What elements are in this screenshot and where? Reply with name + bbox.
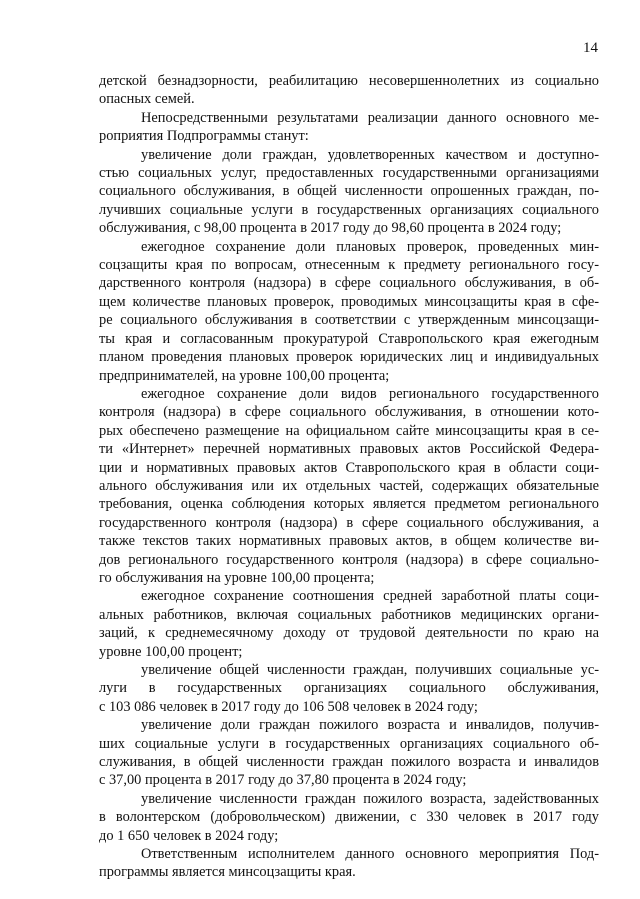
text-line: роприятия Подпрограммы станут: bbox=[99, 128, 309, 145]
text-line: программы является минсоцзащиты края. bbox=[99, 864, 356, 881]
text-line: служивания, в общей численности граждан пожилого возраста и инвалидов bbox=[99, 754, 599, 771]
text-line: увеличение доли граждан, удовлетворенных качеством и доступно- bbox=[141, 146, 599, 163]
text-line: заций, к среднемесячному доходу от трудовой деятельности по краю на bbox=[99, 625, 599, 642]
text-line: детской безнадзорности, реабилитацию несовершеннолетних из социально bbox=[99, 73, 599, 89]
paragraph-10 bbox=[99, 845, 599, 882]
text-line: луги в государственных организациях социального обслуживания, bbox=[99, 680, 599, 697]
text-line: ежегодное сохранение соотношения средней заработной платы соци- bbox=[141, 588, 599, 605]
text-line: щем количестве плановых проверок, проводимых минсоцзащиты края в сфе- bbox=[99, 293, 599, 310]
text-line: ти «Интернет» перечней нормативных правовых актов Российской Федера- bbox=[99, 441, 599, 458]
text-line: увеличение общей численности граждан, получивших социальные ус- bbox=[141, 662, 599, 678]
text-line: стью социальных услуг, предоставленных государственными организациями bbox=[99, 165, 599, 182]
text-line: ре социального обслуживания в соответствии с утвержденным минсоцзащи- bbox=[99, 312, 599, 329]
text-line: ального обслуживания или их отдельных частей, содержащих обязательные bbox=[99, 477, 599, 494]
paragraph-2 bbox=[99, 109, 599, 146]
text-line: ежегодное сохранение доли видов регионального государственного bbox=[141, 385, 599, 402]
text-line: государственного контроля (надзора) в сфере социального обслуживания, а bbox=[99, 514, 599, 531]
text-line: планом проведения плановых проверок юридических лиц и индивидуальных bbox=[99, 349, 599, 366]
text-line: го обслуживания на уровне 100,00 процента; bbox=[99, 569, 375, 586]
paragraph-1 bbox=[99, 72, 599, 109]
text-line: уровне 100,00 процент; bbox=[99, 643, 243, 660]
text-line: требования, оценка соблюдения которых является предметом регионального bbox=[99, 496, 599, 513]
text-line: рых обеспечено размещение на официальном сайте минсоцзащиты края в се- bbox=[99, 422, 599, 439]
text-line: в волонтерском (добровольческом) движении, с 330 человек в 2017 году bbox=[99, 809, 599, 826]
text-line: ции и нормативных правовых актов Ставропольского края в области соци- bbox=[99, 459, 599, 476]
text-line: Непосредственными результатами реализации данного основного ме- bbox=[141, 109, 599, 126]
paragraph-7 bbox=[99, 661, 599, 716]
text-line: социального обслуживания, в общей численности опрошенных граждан, по- bbox=[99, 183, 599, 200]
paragraph-9 bbox=[99, 790, 599, 845]
text-line: также текстов таких нормативных правовых актов, в общем количестве ви- bbox=[99, 533, 599, 550]
text-line: ших социальные услуги в государственных организациях социального об- bbox=[99, 735, 599, 752]
paragraph-4 bbox=[99, 238, 599, 385]
text-line: опасных семей. bbox=[99, 91, 195, 108]
text-line: дов регионального государственного контроля (надзора) в сфере социально- bbox=[99, 551, 599, 568]
text-line: альных работников, включая социальных работников медицинских органи- bbox=[99, 606, 599, 623]
text-line: Ответственным исполнителем данного основного мероприятия Под- bbox=[141, 846, 599, 863]
paragraph-6 bbox=[99, 587, 599, 661]
text-line: соцзащиты края по вопросам, отнесенным к предмету регионального госу- bbox=[99, 257, 599, 274]
text-line: до 1 650 человек в 2024 году; bbox=[99, 827, 279, 844]
page-number: 14 bbox=[583, 40, 598, 56]
text-line: контроля (надзора) в сфере социального обслуживания, в отношении кото- bbox=[99, 404, 599, 421]
text-line: увеличение доли граждан пожилого возраста и инвалидов, получив- bbox=[141, 717, 599, 734]
text-line: ты края и согласованным прокуратурой Ставропольского края ежегодным bbox=[99, 330, 599, 347]
text-line: с 37,00 процента в 2017 году до 37,80 процента в 2024 году; bbox=[99, 772, 467, 789]
text-line: лучивших социальные услуги в государственных организациях социального bbox=[99, 201, 599, 218]
paragraph-3 bbox=[99, 146, 599, 238]
text-line: увеличение численности граждан пожилого возраста, задействованных bbox=[141, 790, 599, 807]
paragraph-5 bbox=[99, 385, 599, 587]
document-body bbox=[99, 72, 599, 882]
paragraph-8 bbox=[99, 716, 599, 790]
text-line: обслуживания, с 98,00 процента в 2017 году до 98,60 процента в 2024 году; bbox=[99, 220, 562, 237]
text-line: предпринимателей, на уровне 100,00 процента; bbox=[99, 367, 390, 384]
text-line: с 103 086 человек в 2017 году до 106 508 человек в 2024 году; bbox=[99, 698, 478, 715]
text-line: ежегодное сохранение доли плановых проверок, проведенных мин- bbox=[141, 238, 599, 255]
text-line: дарственного контроля (надзора) в сфере социального обслуживания, в об- bbox=[99, 275, 599, 292]
